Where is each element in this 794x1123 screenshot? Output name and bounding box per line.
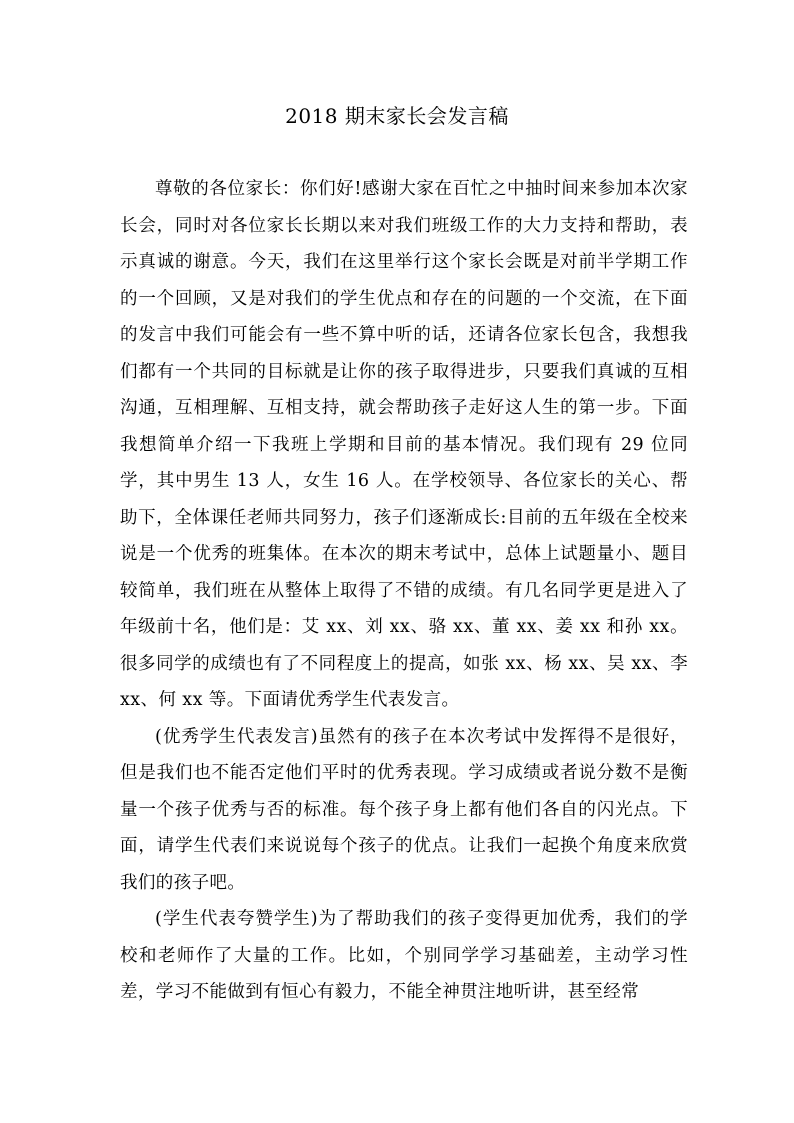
document-body <box>120 171 688 1011</box>
document-title: 2018 期末家长会发言稿 <box>285 104 509 128</box>
paragraph-greeting: 尊敬的各位家长：你们好!感谢大家在百忙之中抽时间来参加本次家长会，同时对各位家长长期以来对我们班级工作的大力支持和帮助，表示真诚的谢意。今天，我们在这里举行这个家长会既是对前半学期工作的一个回顾，又是对我们的学生优点和存在的问题的一个交流，在下面的发言中我们可能会有一些不算中听的话，还请各位家长包含，我想我们都有一个共同的目标就是让你的孩子取得进步，只要我们真诚的互相沟通，互相理解、互相支持，就会帮助孩子走好这人生的第一步。下面我想简单介绍一下我班上学期和目前的基本情况。我们现有 29 位同学，其中男生 13 人，女生 16 人。在学校领导、各位家长的关心、帮助下，全体课任老师共同努力，孩子们逐渐成长:目前的五年级在全校来说是一个优秀的班集体。在本次的期末考试中，总体上试题量小、题目较简单，我们班在从整体上取得了不错的成绩。有几名同学更是进入了年级前十名，他们是：艾 xx、刘 xx、骆 xx、董 xx、姜 xx 和孙 xx。很多同学的成绩也有了不同程度上的提高，如张 xx、杨 xx、吴 xx、李 xx、何 xx 等。下面请优秀学生代表发言。 <box>120 179 688 710</box>
paragraph-student-representative: (优秀学生代表发言)虽然有的孩子在本次考试中发挥得不是很好，但是我们也不能否定他们平时的优秀表现。学习成绩或者说分数不是衡量一个孩子优秀与否的标准。每个孩子身上都有他们各自的闪光点。下面，请学生代表们来说说每个孩子的优点。让我们一起换个角度来欣赏我们的孩子吧。 <box>120 726 688 893</box>
paragraph-praise: (学生代表夸赞学生)为了帮助我们的孩子变得更加优秀，我们的学校和老师作了大量的工作。比如，个别同学学习基础差，主动学习性差，学习不能做到有恒心有毅力，不能全神贯注地听讲，甚至经常 <box>120 909 688 1002</box>
